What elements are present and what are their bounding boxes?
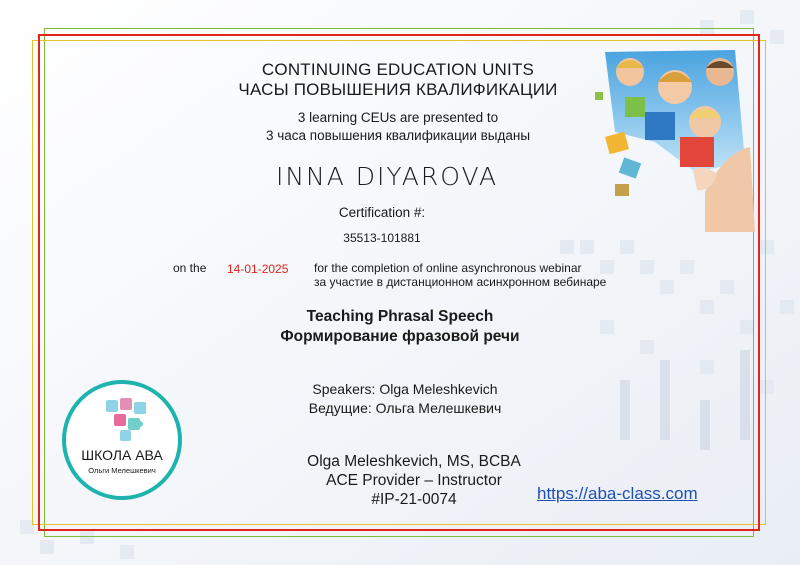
puzzle-photo-image xyxy=(585,42,755,232)
course-title-en: Teaching Phrasal Speech xyxy=(306,308,494,325)
recipient-name: INNA DIYAROVA xyxy=(275,162,499,191)
certification-label: Certification #: xyxy=(338,205,426,220)
signature-name: Olga Meleshkevich, MS, BCBA xyxy=(307,453,521,470)
speakers-en: Speakers: Olga Meleshkevich xyxy=(312,381,498,397)
school-logo xyxy=(60,378,184,502)
title-ru: ЧАСЫ ПОВЫШЕНИЯ КВАЛИФИКАЦИИ xyxy=(238,80,558,99)
speakers-ru: Ведущие: Ольга Мелешкевич xyxy=(308,400,502,416)
signature-role: ACE Provider – Instructor xyxy=(326,472,502,489)
signature-id: #IP-21-0074 xyxy=(371,491,457,508)
on-the-label: on the xyxy=(173,261,207,275)
certification-number: 35513-101881 xyxy=(343,231,421,245)
completion-desc-en: for the completion of online asynchronous webinar xyxy=(314,261,582,275)
website-link[interactable]: https://aba-class.com xyxy=(537,484,698,503)
completion-date: 14-01-2025 xyxy=(227,262,289,276)
logo-title: ШКОЛА АВА xyxy=(81,447,163,463)
course-title-ru: Формирование фразовой речи xyxy=(280,328,520,345)
presented-en: 3 learning CEUs are presented to xyxy=(297,110,499,125)
title-en: CONTINUING EDUCATION UNITS xyxy=(261,60,535,79)
logo-subtitle: Ольги Мелешкевич xyxy=(88,466,156,475)
presented-ru: 3 часа повышения квалификации выданы xyxy=(265,128,531,143)
completion-desc-ru: за участие в дистанционном асинхронном вебинаре xyxy=(314,275,607,289)
